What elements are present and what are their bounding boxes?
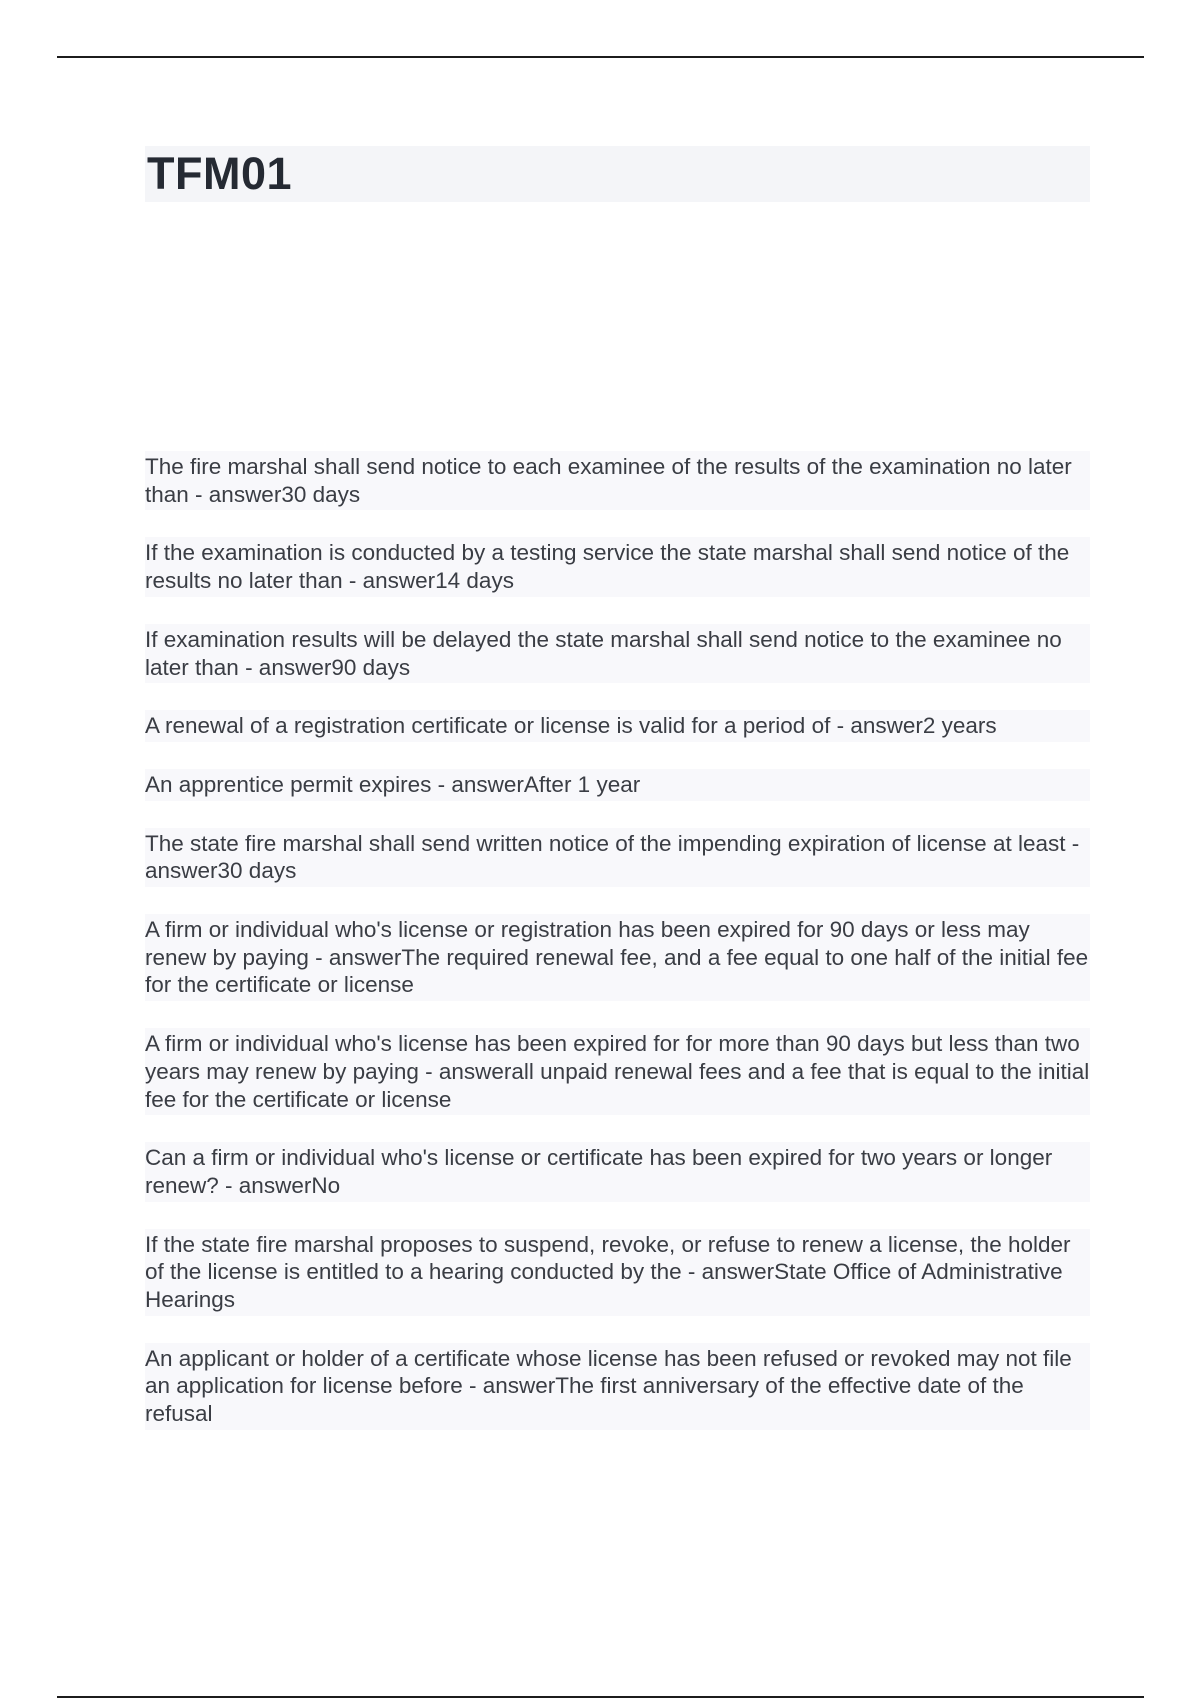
footer-rule	[57, 1696, 1144, 1698]
qa-item-text: An applicant or holder of a certificate whose license has been refused or revoked may not file an application for license before - answerThe first anniversary of the effective date of the refusal	[145, 1345, 1072, 1427]
qa-item-text: A renewal of a registration certificate or license is valid for a period of - answer2 years	[145, 713, 997, 739]
qa-item	[145, 451, 1090, 510]
qa-item-text: Can a firm or individual who's license or certificate has been expired for two years or longer renew? - answerNo	[145, 1145, 1053, 1198]
qa-item	[145, 1142, 1090, 1201]
document-title: TFM01	[147, 148, 293, 199]
qa-item	[145, 1343, 1090, 1430]
qa-item-text: If the state fire marshal proposes to suspend, revoke, or refuse to renew a license, the holder of the license is entitled to a hearing conducted by the - answerState Office of Administrative Hearings	[145, 1231, 1071, 1313]
qa-item	[145, 537, 1090, 596]
qa-item	[145, 710, 1090, 742]
qa-item-text: The fire marshal shall send notice to each examinee of the results of the examination no later than - answer30 days	[145, 454, 1072, 507]
qa-item-text: A firm or individual who's license has been expired for for more than 90 days but less than two years may renew by paying - answerall unpaid renewal fees and a fee that is equal to the initial fee for the certificate or license	[145, 1031, 1090, 1112]
header-rule	[57, 56, 1144, 58]
qa-item-text: The state fire marshal shall send written notice of the impending expiration of license at least - answer30 days	[145, 830, 1080, 884]
qa-item	[145, 1229, 1090, 1316]
qa-item	[145, 828, 1090, 887]
qa-item	[145, 914, 1090, 1001]
qa-item	[145, 624, 1090, 683]
qa-item-text: If the examination is conducted by a testing service the state marshal shall send notice of the results no later than - answer14 days	[145, 540, 1070, 594]
qa-item	[145, 1028, 1090, 1115]
qa-list	[145, 451, 1090, 1457]
qa-item-text: A firm or individual who's license or registration has been expired for 90 days or less may renew by paying - answerThe required renewal fee, and a fee equal to one half of the initial fee for the certificate or license	[145, 917, 1089, 998]
qa-item	[145, 769, 1090, 801]
qa-item-text: An apprentice permit expires - answerAfter 1 year	[145, 771, 641, 797]
qa-item-text: If examination results will be delayed the state marshal shall send notice to the examinee no later than - answer90 days	[145, 626, 1062, 680]
